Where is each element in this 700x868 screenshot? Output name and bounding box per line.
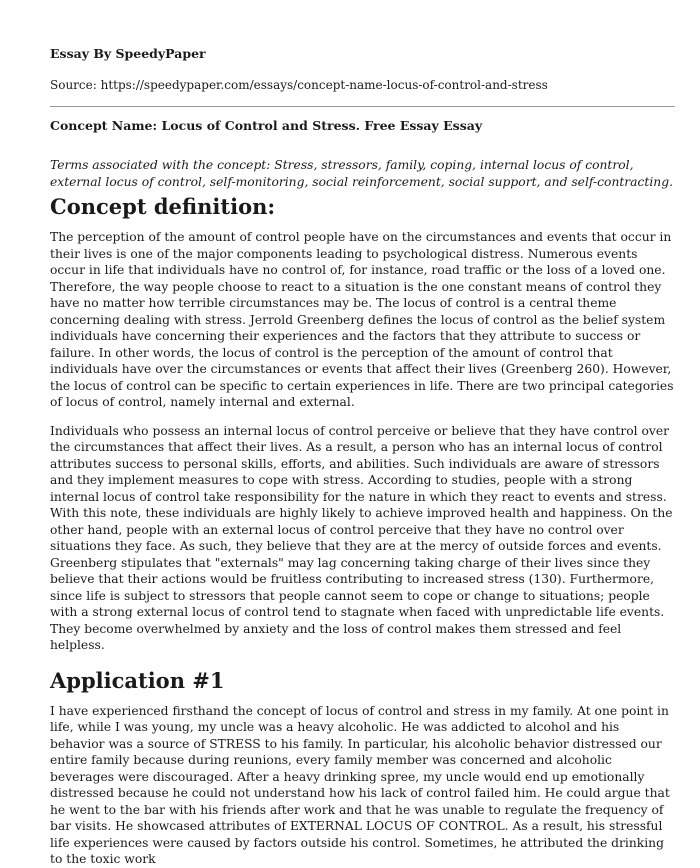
paragraph: Individuals who possess an internal locus of control perceive or believe that they have control over the circumstances that affect their lives. As a result, a person who has an internal locus of control attributes success to personal skills, efforts, and abilities. Such individuals are aware of stressors and they implement measures to cope with stress. According to studies, people with a strong internal locus of control take responsibility for the nature in which they react to events and stress. With this note, these individuals are highly likely to achieve improved health and happiness. On the other hand, people with an external locus of control perceive that they have no control over situations they face. As such, they believe that they are at the mercy of outside forces and events. Greenberg stipulates that "externals" may lag concerning taking charge of their lives since they believe that their actions would be fruitless contributing to increased stress (130). Furthermore, since life is subject to stressors that people cannot seem to cope or change to situations; people with a strong external locus of control tend to stagnate when faced with unpredictable life events. They become overwhelmed by anxiety and the loss of control makes them stressed and feel helpless. <box>50 423 673 652</box>
section-heading: Concept definition: <box>50 194 276 219</box>
concept-terms: Terms associated with the concept: Stress, stressors, family, coping, internal locus of control, external locus of control, self-monitoring, social reinforcement, social support, and self-contracting. <box>50 158 673 189</box>
header-divider <box>50 106 675 107</box>
section-heading: Application #1 <box>50 667 225 693</box>
document-title: Concept Name: Locus of Control and Stress. Free Essay Essay <box>50 118 483 133</box>
section-application-1 <box>50 666 675 868</box>
source-url: Source: https://speedypaper.com/essays/concept-name-locus-of-control-and-stress <box>50 78 548 92</box>
paragraph: The perception of the amount of control people have on the circumstances and events that occur in their lives is one of the major components leading to psychological distress. Numerous events occur in life that individuals have no control of, for instance, road traffic or the loss of a loved one. Therefore, the way people choose to react to a situation is the one constant means of control they have no matter how terrible circumstances may be. The locus of control is a central theme concerning dealing with stress. Jerrold Greenberg defines the locus of control as the belief system individuals have concerning their experiences and the factors that they attribute to success or failure. In other words, the locus of control is the perception of the amount of control that individuals have over the circumstances or events that affect their lives (Greenberg 260). However, the locus of control can be specific to certain experiences in life. There are two principal categories of locus of control, namely internal and external. <box>50 230 674 409</box>
paragraph: I have experienced firsthand the concept of locus of control and stress in my family. At one point in life, while I was young, my uncle was a heavy alcoholic. He was addicted to alcohol and his behavior was a source of STRESS to his family. In particular, his alcoholic behavior distressed our entire family because during reunions, every family member was concerned and alcoholic beverages were discouraged. After a heavy drinking spree, my uncle would end up emotionally distressed because he could not understand how his lack of control failed him. He could argue that he went to the bar with his friends after work and that he was unable to regulate the frequency of bar visits. He showcased attributes of EXTERNAL LOCUS OF CONTROL. As a result, his stressful life experiences were caused by factors outside his control. Sometimes, he attributed the drinking to the toxic work <box>50 703 670 866</box>
section-concept-definition <box>50 192 675 654</box>
brand-title: Essay By SpeedyPaper <box>50 46 206 61</box>
